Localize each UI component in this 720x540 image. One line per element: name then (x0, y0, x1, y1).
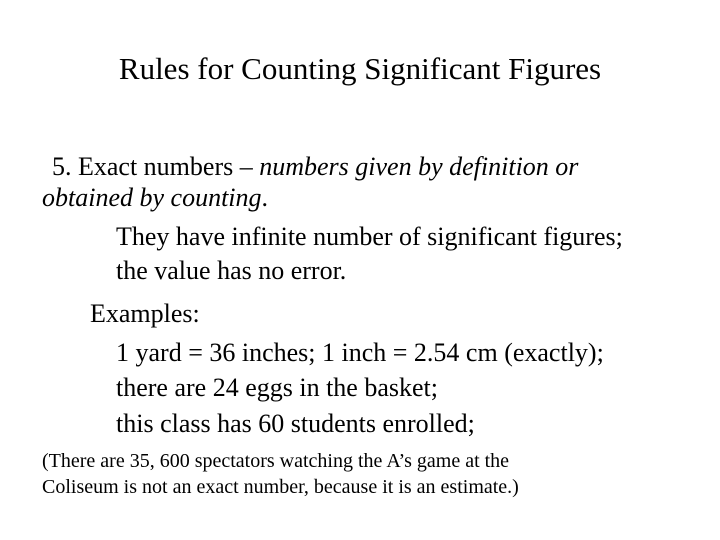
rule-line-1 (52, 152, 578, 182)
rule-definition-part-1: numbers given by definition or (259, 152, 579, 181)
rule-line-2 (42, 183, 268, 213)
rule-explanation-line-2: the value has no error. (116, 256, 347, 285)
example-item: 1 yard = 36 inches; 1 inch = 2.54 cm (exactly); (116, 338, 604, 367)
example-item: this class has 60 students enrolled; (116, 409, 475, 438)
note-line-1: (There are 35, 600 spectators watching the A’s game at the (42, 450, 510, 472)
examples-heading: Examples: (90, 299, 200, 328)
rule-definition-part-2: obtained by counting (42, 183, 262, 212)
example-item: there are 24 eggs in the basket; (116, 373, 438, 402)
slide-title: Rules for Counting Significant Figures (118, 51, 602, 86)
rule-explanation-line-1: They have infinite number of significant figures; (116, 222, 623, 251)
note-line-2: Coliseum is not an exact number, because it is an estimate.) (42, 476, 519, 498)
rule-term: 5. Exact numbers – (52, 152, 260, 181)
rule-definition-end: . (261, 183, 269, 212)
